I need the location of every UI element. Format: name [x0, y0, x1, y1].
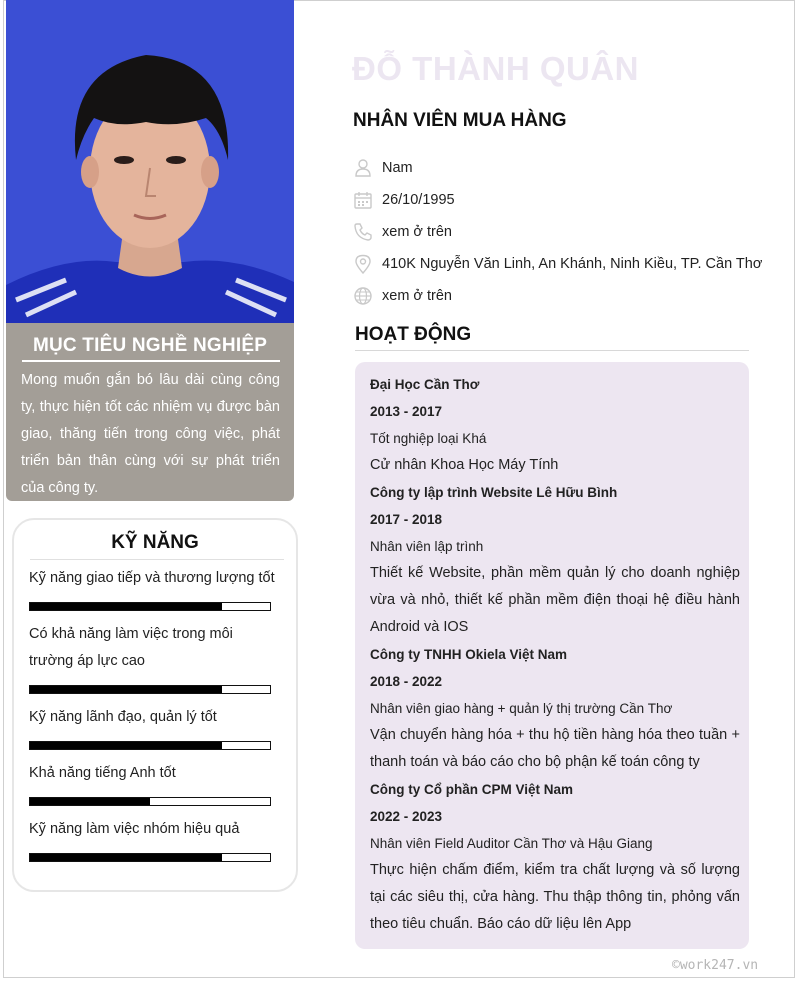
- skill-label: Kỹ năng lãnh đạo, quản lý tốt: [29, 709, 217, 725]
- skill-label: Khả năng tiếng Anh tốt: [29, 765, 176, 781]
- activity-role: Nhân viên giao hàng + quản lý thị trường Cần Thơ: [370, 701, 673, 716]
- career-objective-text: Mong muốn gắn bó lâu dài cùng công ty, thực hiện tốt các nhiệm vụ được bàn giao, thăng tiến trong công việc, phát triển bản thân cùng với sự phát triển của công ty.: [21, 372, 280, 496]
- activity-role: Nhân viên lập trình: [370, 539, 484, 554]
- activity-years: 2017 - 2018: [370, 512, 443, 527]
- skill-level-fill: [30, 854, 222, 861]
- candidate-name: ĐỖ THÀNH QUÂN: [352, 50, 639, 87]
- skill-item: [29, 704, 285, 731]
- skill-label: Kỹ năng làm việc nhóm hiệu quả: [29, 821, 240, 837]
- info-website: [352, 283, 452, 309]
- skill-level-bar: [29, 797, 271, 806]
- activity-description: Thiết kế Website, phần mềm quản lý cho doanh nghiệp vừa và nhỏ, thiết kế phần mềm điện thoại hệ điều hành Android và IOS: [370, 565, 740, 635]
- skill-item: [29, 565, 285, 592]
- calendar-icon: [352, 189, 374, 211]
- skill-level-bar: [29, 853, 271, 862]
- skill-level-bar: [29, 602, 271, 611]
- info-gender: [352, 155, 413, 181]
- activity-description: Cử nhân Khoa Học Máy Tính: [370, 457, 559, 473]
- activity-description: Thực hiện chấm điểm, kiểm tra chất lượng và số lượng tại các siêu thị, cửa hàng. Thu thập thông tin, phỏng vấn theo tiêu chuẩn. Báo cáo dữ liệu lên App: [370, 862, 740, 932]
- activity-years: 2013 - 2017: [370, 404, 443, 419]
- info-birthday: [352, 187, 455, 213]
- info-birthday-text: 26/10/1995: [382, 192, 455, 208]
- activities-timeline: [355, 362, 749, 949]
- skill-level-fill: [30, 742, 222, 749]
- skill-item: [29, 621, 285, 675]
- profile-photo: [6, 0, 294, 323]
- activity-description: Vận chuyển hàng hóa + thu hộ tiền hàng hóa theo tuần + thanh toán và báo cáo cho bộ phận kế toán công ty: [370, 727, 740, 770]
- skills-title: KỸ NĂNG: [111, 532, 199, 553]
- career-objective-title: MỤC TIÊU NGHỀ NGHIỆP: [32, 335, 268, 356]
- globe-icon: [352, 285, 374, 307]
- person-icon: [352, 157, 374, 179]
- activity-years: 2022 - 2023: [370, 809, 443, 824]
- skill-label: Kỹ năng giao tiếp và thương lượng tốt: [29, 570, 275, 586]
- phone-icon: [352, 221, 374, 243]
- info-website-text: xem ở trên: [382, 288, 452, 304]
- info-gender-text: Nam: [382, 160, 413, 176]
- info-phone-text: xem ở trên: [382, 224, 452, 240]
- skill-level-fill: [30, 686, 222, 693]
- skill-level-bar: [29, 741, 271, 750]
- skills-section: [12, 518, 298, 892]
- skill-label: Có khả năng làm việc trong môi trường áp lực cao: [29, 626, 233, 669]
- activity-organization: Công ty TNHH Okiela Việt Nam: [370, 647, 568, 662]
- activity-role: Nhân viên Field Auditor Cần Thơ và Hậu Giang: [370, 836, 653, 851]
- career-objective-section: [6, 323, 294, 501]
- watermark-text: ©work247.vn: [672, 958, 759, 973]
- activity-organization: Công ty Cổ phần CPM Việt Nam: [370, 782, 574, 797]
- skill-item: [29, 816, 285, 843]
- info-phone: [352, 219, 452, 245]
- job-title: NHÂN VIÊN MUA HÀNG: [353, 110, 567, 131]
- activity-organization: Công ty lập trình Website Lê Hữu Bình: [370, 485, 618, 500]
- skill-item: [29, 760, 285, 787]
- activity-organization: Đại Học Cần Thơ: [370, 377, 480, 392]
- skill-level-fill: [30, 798, 150, 805]
- activities-title: HOẠT ĐỘNG: [355, 324, 472, 345]
- skill-level-fill: [30, 603, 222, 610]
- divider: [22, 360, 280, 362]
- skill-level-bar: [29, 685, 271, 694]
- info-address: [352, 251, 762, 277]
- location-pin-icon: [352, 253, 374, 275]
- divider: [30, 559, 284, 560]
- info-address-text: 410K Nguyễn Văn Linh, An Khánh, Ninh Kiều, TP. Cần Thơ: [382, 256, 763, 272]
- activity-role: Tốt nghiệp loại Khá: [370, 431, 487, 446]
- divider: [355, 350, 749, 351]
- activity-years: 2018 - 2022: [370, 674, 443, 689]
